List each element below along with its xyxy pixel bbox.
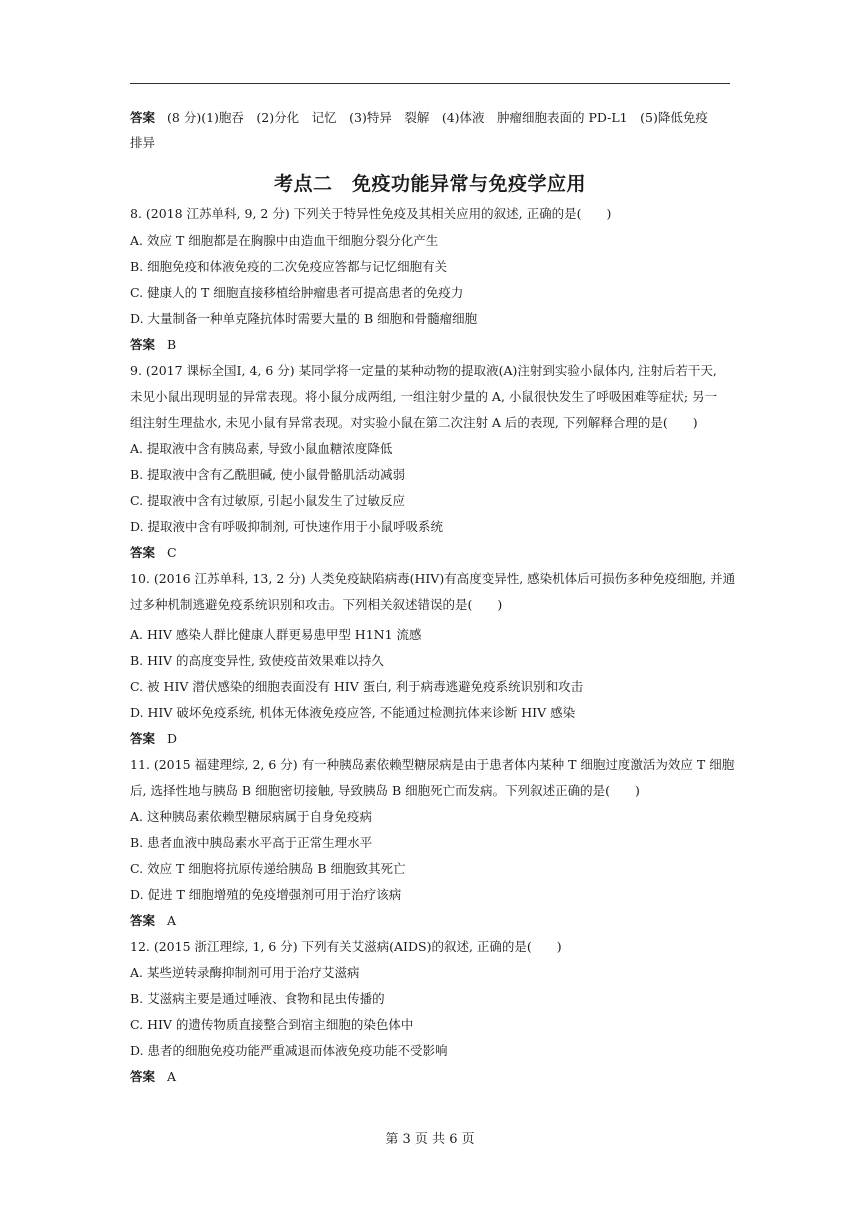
question-8-stem: 8. (2018 江苏单科, 9, 2 分) 下列关于特异性免疫及其相关应用的叙述, 正确的是( ) — [130, 206, 612, 221]
question-11-option-b: B. 患者血液中胰岛素水平高于正常生理水平 — [130, 835, 373, 850]
question-11-option-d: D. 促进 T 细胞增殖的免疫增强剂可用于治疗该病 — [130, 887, 402, 902]
question-10-stem-1: 10. (2016 江苏单科, 13, 2 分) 人类免疫缺陷病毒(HIV)有高度变异性, 感染机体后可损伤多种免疫细胞, 并通 — [130, 571, 736, 586]
question-10-answer — [130, 730, 740, 748]
header-rule — [130, 83, 730, 84]
question-9-stem-3: 组注射生理盐水, 未见小鼠有异常表现。对实验小鼠在第二次注射 A 后的表现, 下列解释合理的是( ) — [130, 415, 698, 430]
question-10-option-b: B. HIV 的高度变异性, 致使疫苗效果难以持久 — [130, 653, 384, 668]
question-9-stem-2: 未见小鼠出现明显的异常表现。将小鼠分成两组, 一组注射少量的 A, 小鼠很快发生了呼吸困难等症状; 另一 — [130, 389, 718, 404]
question-11-stem-2: 后, 选择性地与胰岛 B 细胞密切接触, 导致胰岛 B 细胞死亡而发病。下列叙述正确的是( ) — [130, 783, 640, 798]
question-9-answer — [130, 544, 740, 562]
answer-label: 答案 — [130, 731, 156, 746]
answer-text: (8 分)(1)胞吞 (2)分化 记忆 (3)特异 裂解 (4)体液 肿瘤细胞表面的 PD-L1 (5)降低免疫 — [167, 110, 708, 125]
answer-label: 答案 — [130, 110, 156, 125]
answer-value: D — [167, 731, 178, 746]
question-8-option-d: D. 大量制备一种单克隆抗体时需要大量的 B 细胞和骨髓瘤细胞 — [130, 311, 478, 326]
question-12-answer — [130, 1068, 740, 1086]
question-9-option-a: A. 提取液中含有胰岛素, 导致小鼠血糖浓度降低 — [130, 441, 393, 456]
question-9-option-b: B. 提取液中含有乙酰胆碱, 使小鼠骨骼肌活动减弱 — [130, 467, 406, 482]
question-8-option-b: B. 细胞免疫和体液免疫的二次免疫应答都与记忆细胞有关 — [130, 259, 448, 274]
question-10-stem-2: 过多种机制逃避免疫系统识别和攻击。下列相关叙述错误的是( ) — [130, 597, 503, 612]
section-title: 考点二 免疫功能异常与免疫学应用 — [273, 173, 586, 195]
question-8-option-c: C. 健康人的 T 细胞直接移植给肿瘤患者可提高患者的免疫力 — [130, 285, 464, 300]
question-9-option-d: D. 提取液中含有呼吸抑制剂, 可快速作用于小鼠呼吸系统 — [130, 519, 443, 534]
question-12-option-a: A. 某些逆转录酶抑制剂可用于治疗艾滋病 — [130, 965, 360, 980]
question-11-answer — [130, 912, 740, 930]
top-answer-line-1 — [130, 109, 740, 127]
question-8-option-a: A. 效应 T 细胞都是在胸腺中由造血干细胞分裂分化产生 — [130, 233, 439, 248]
answer-label: 答案 — [130, 337, 156, 352]
question-12-option-c: C. HIV 的遗传物质直接整合到宿主细胞的染色体中 — [130, 1017, 414, 1032]
question-11-option-c: C. 效应 T 细胞将抗原传递给胰岛 B 细胞致其死亡 — [130, 861, 406, 876]
question-11-stem-1: 11. (2015 福建理综, 2, 6 分) 有一种胰岛素依赖型糖尿病是由于患者体内某种 T 细胞过度激活为效应 T 细胞 — [130, 757, 735, 772]
answer-value: B — [167, 337, 177, 352]
question-12-option-d: D. 患者的细胞免疫功能严重减退而体液免疫功能不受影响 — [130, 1043, 448, 1058]
answer-value: A — [167, 1069, 177, 1084]
question-10-option-a: A. HIV 感染人群比健康人群更易患甲型 H1N1 流感 — [130, 627, 422, 642]
question-10-option-c: C. 被 HIV 潜伏感染的细胞表面没有 HIV 蛋白, 利于病毒逃避免疫系统识别和攻击 — [130, 679, 584, 694]
question-8-answer — [130, 336, 740, 354]
question-12-stem: 12. (2015 浙江理综, 1, 6 分) 下列有关艾滋病(AIDS)的叙述, 正确的是( ) — [130, 939, 562, 954]
question-11-option-a: A. 这种胰岛素依赖型糖尿病属于自身免疫病 — [130, 809, 372, 824]
answer-label: 答案 — [130, 545, 156, 560]
answer-label: 答案 — [130, 1069, 156, 1084]
answer-value: C — [167, 545, 177, 560]
question-12-option-b: B. 艾滋病主要是通过唾液、食物和昆虫传播的 — [130, 991, 385, 1006]
answer-value: A — [167, 913, 177, 928]
question-9-option-c: C. 提取液中含有过敏原, 引起小鼠发生了过敏反应 — [130, 493, 406, 508]
page-footer: 第 3 页 共 6 页 — [385, 1132, 475, 1147]
answer-label: 答案 — [130, 913, 156, 928]
top-answer-line-2: 排异 — [130, 135, 156, 150]
question-10-option-d: D. HIV 破坏免疫系统, 机体无体液免疫应答, 不能通过检测抗体来诊断 HIV 感染 — [130, 705, 576, 720]
question-9-stem-1: 9. (2017 课标全国Ⅰ, 4, 6 分) 某同学将一定量的某种动物的提取液(A)注射到实验小鼠体内, 注射后若干天, — [130, 363, 717, 378]
